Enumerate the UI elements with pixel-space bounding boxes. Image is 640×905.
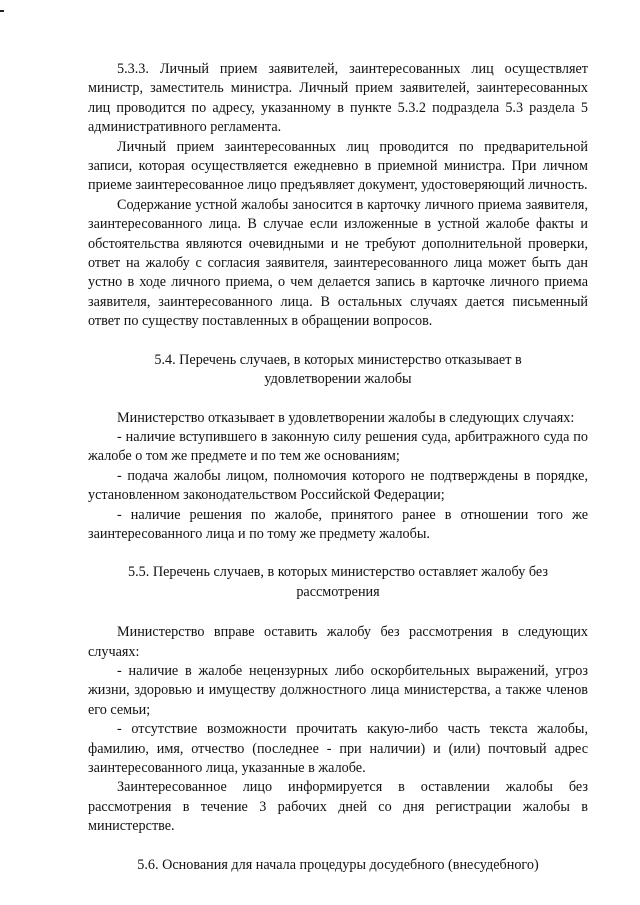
list-item-5-4-3: - наличие решения по жалобе, принятого ранее в отношении того же заинтересованного лица и по тому же предмету жалобы. [88, 506, 588, 542]
paragraph-5-5-intro: Министерство вправе оставить жалобу без рассмотрения в следующих случаях: [88, 624, 588, 660]
list-item-5-4-2: - подача жалобы лицом, полномочия которого не подтверждены в порядке, установленном законодательством Российской Федерации; [88, 467, 588, 504]
paragraph-5-4-intro: Министерство отказывает в удовлетворении жалобы в следующих случаях: [117, 409, 575, 426]
paragraph-5-3-3-intro: 5.3.3. Личный прием заявителей, заинтересованных лиц осуществляет министр, заместитель министра. Личный прием заявителей, заинтересованных лиц проводится по адресу, указанному в пункте 5.3.2 подраздела 5.3 раздела 5 административного регламента. [88, 61, 588, 136]
paragraph-5-5-closing: Заинтересованное лицо информируется в оставлении жалобы без рассмотрения в течение 3 рабочих дней со дня регистрации жалобы в министерстве. [88, 779, 588, 835]
list-item-5-5-2: - отсутствие возможности прочитать какую-либо часть текста жалобы, фамилию, имя, отчество (последнее - при наличии) и (или) почтовый адрес заинтересованного лица, указанные в жалобе. [88, 721, 588, 776]
list-item-5-4-1: - наличие вступившего в законную силу решения суда, арбитражного суда по жалобе о том же предмете и по тем же основаниям; [88, 428, 588, 465]
list-item-5-5-1: - наличие в жалобе нецензурных либо оскорбительных выражений, угроз жизни, здоровью и имуществу должностного лица министерства, а также членов его семьи; [88, 662, 588, 718]
heading-5-4: 5.4. Перечень случаев, в которых министерство отказывает в удовлетворении жалобы [154, 351, 522, 388]
document-page [88, 60, 588, 875]
paragraph-appointment: Личный прием заинтересованных лиц проводится по предварительной записи, которая осуществляется ежедневно в приемной министра. При личном приеме заинтересованное лицо предъявляет документ, удостоверяющий личность. [88, 138, 588, 194]
heading-5-6: 5.6. Основания для начала процедуры досудебного (внесудебного) [137, 856, 539, 873]
paragraph-oral-complaint: Содержание устной жалобы заносится в карточку личного приема заявителя, заинтересованного лица. В случае если изложенные в устной жалобе факты и обстоятельства являются очевидными и не требуют дополнительной проверки, ответ на жалобу с согласия заявителя, заинтересованного лица может быть дан устно в ходе личного приема, о чем делается запись в карточке личного приема заявителя, заинтересованного лица. В остальных случаях дается письменный ответ по существу поставленных в обращении вопросов. [88, 196, 588, 330]
scan-corner-mark [0, 10, 4, 12]
heading-5-5: 5.5. Перечень случаев, в которых министерство оставляет жалобу без рассмотрения [128, 564, 548, 600]
